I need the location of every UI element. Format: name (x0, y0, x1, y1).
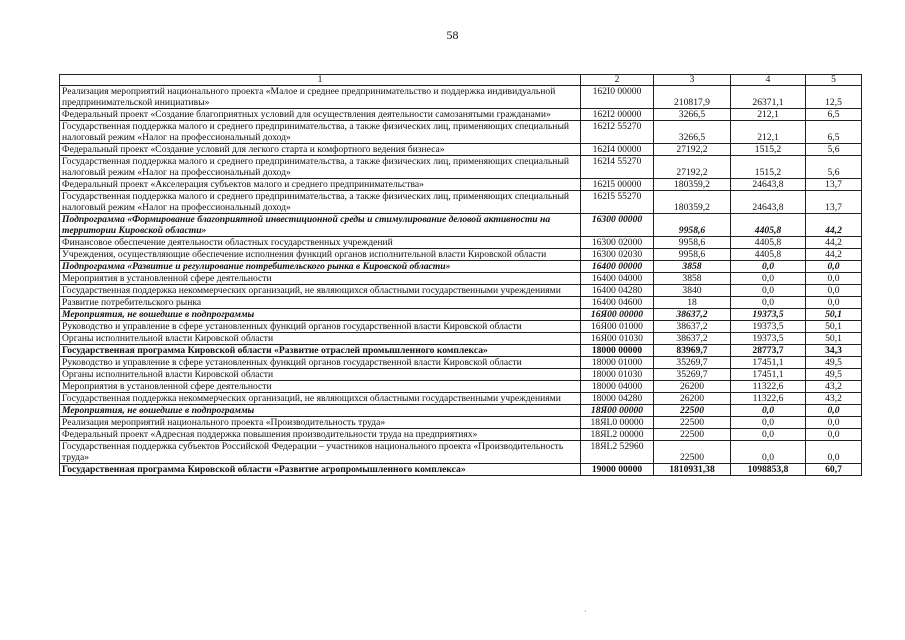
table-row (60, 357, 862, 369)
row-percent-cell: 13,7 (806, 179, 862, 191)
row-value-actual-cell: 19373,5 (731, 321, 806, 333)
row-percent-cell: 0,0 (806, 297, 862, 309)
row-percent-cell: 0,0 (806, 405, 862, 417)
row-name-cell: Федеральный проект «Создание благоприятных условий для осуществления деятельности самозанятыми гражданами» (60, 109, 581, 121)
row-name-cell: Реализация мероприятий национального проекта «Малое и среднее предпринимательство и поддержка индивидуальной предпринимательской инициативы» (60, 86, 581, 109)
row-code-cell: 162I5 55270 (581, 191, 654, 214)
column-number-row (60, 75, 862, 86)
row-code-cell: 162I5 00000 (581, 179, 654, 191)
row-value-planned-cell: 3266,5 (654, 109, 731, 121)
table-row (60, 464, 862, 476)
row-percent-cell: 0,0 (806, 285, 862, 297)
row-code-cell: 16400 04000 (581, 273, 654, 285)
table-row (60, 86, 862, 109)
row-code-cell: 18000 04280 (581, 393, 654, 405)
row-code-cell: 16300 02000 (581, 237, 654, 249)
row-value-actual-cell: 24643,8 (731, 179, 806, 191)
row-value-actual-cell: 26371,1 (731, 86, 806, 109)
column-number: 2 (581, 75, 654, 86)
table-row (60, 441, 862, 464)
row-code-cell: 16400 00000 (581, 261, 654, 273)
row-value-planned-cell: 3840 (654, 285, 731, 297)
row-code-cell: 19000 00000 (581, 464, 654, 476)
row-name-cell: Руководство и управление в сфере установленных функций органов государственной власти Кировской области (60, 357, 581, 369)
row-name-cell: Государственная поддержка субъектов Российской Федерации – участников национального проекта «Производительность труда» (60, 441, 581, 464)
table-row (60, 156, 862, 179)
row-value-actual-cell: 1515,2 (731, 144, 806, 156)
row-percent-cell: 0,0 (806, 261, 862, 273)
row-value-actual-cell: 19373,5 (731, 309, 806, 321)
row-code-cell: 162I4 00000 (581, 144, 654, 156)
column-number: 5 (806, 75, 862, 86)
row-value-planned-cell: 180359,2 (654, 179, 731, 191)
budget-table (59, 74, 862, 476)
row-value-actual-cell: 0,0 (731, 405, 806, 417)
table-row (60, 144, 862, 156)
row-code-cell: 16400 04600 (581, 297, 654, 309)
table-row (60, 179, 862, 191)
row-name-cell: Финансовое обеспечение деятельности областных государственных учреждений (60, 237, 581, 249)
row-value-actual-cell: 0,0 (731, 273, 806, 285)
table-row (60, 191, 862, 214)
row-value-actual-cell: 4405,8 (731, 249, 806, 261)
row-value-planned-cell: 3266,5 (654, 121, 731, 144)
row-percent-cell: 49,5 (806, 369, 862, 381)
budget-table-body (60, 75, 862, 476)
table-row (60, 285, 862, 297)
row-code-cell: 18000 01030 (581, 369, 654, 381)
row-code-cell: 162I2 55270 (581, 121, 654, 144)
row-percent-cell: 6,5 (806, 109, 862, 121)
row-name-cell: Федеральный проект «Акселерация субъектов малого и среднего предпринимательства» (60, 179, 581, 191)
table-row (60, 261, 862, 273)
row-value-planned-cell: 38637,2 (654, 309, 731, 321)
row-name-cell: Мероприятия в установленной сфере деятельности (60, 273, 581, 285)
row-code-cell: 16400 04280 (581, 285, 654, 297)
row-name-cell: Государственная программа Кировской области «Развитие отраслей промышленного комплекса» (60, 345, 581, 357)
row-value-planned-cell: 35269,7 (654, 369, 731, 381)
row-code-cell: 162I2 00000 (581, 109, 654, 121)
row-value-actual-cell: 0,0 (731, 261, 806, 273)
row-code-cell: 18000 00000 (581, 345, 654, 357)
row-name-cell: Государственная программа Кировской области «Развитие агропромышленного комплекса» (60, 464, 581, 476)
column-number: 3 (654, 75, 731, 86)
row-name-cell: Государственная поддержка малого и среднего предпринимательства, а также физических лиц, применяющих специальный налоговый режим «Налог на профессиональный доход» (60, 156, 581, 179)
row-percent-cell: 34,3 (806, 345, 862, 357)
row-code-cell: 16Я00 00000 (581, 309, 654, 321)
row-value-actual-cell: 11322,6 (731, 393, 806, 405)
row-code-cell: 16300 00000 (581, 214, 654, 237)
row-value-planned-cell: 22500 (654, 429, 731, 441)
row-name-cell: Федеральный проект «Адресная поддержка повышения производительности труда на предприятиях» (60, 429, 581, 441)
row-value-planned-cell: 35269,7 (654, 357, 731, 369)
table-row (60, 273, 862, 285)
row-value-actual-cell: 0,0 (731, 441, 806, 464)
row-value-actual-cell: 0,0 (731, 429, 806, 441)
row-percent-cell: 50,1 (806, 321, 862, 333)
row-name-cell: Мероприятия в установленной сфере деятельности (60, 381, 581, 393)
row-value-planned-cell: 22500 (654, 441, 731, 464)
row-value-actual-cell: 17451,1 (731, 357, 806, 369)
row-value-actual-cell: 28773,7 (731, 345, 806, 357)
table-row (60, 309, 862, 321)
row-code-cell: 18000 04000 (581, 381, 654, 393)
row-percent-cell: 0,0 (806, 429, 862, 441)
row-value-planned-cell: 210817,9 (654, 86, 731, 109)
row-code-cell: 18ЯL2 00000 (581, 429, 654, 441)
row-code-cell: 16Я00 01000 (581, 321, 654, 333)
row-value-actual-cell: 212,1 (731, 121, 806, 144)
row-code-cell: 18ЯL2 52960 (581, 441, 654, 464)
scan-speck: · (584, 607, 587, 616)
row-code-cell: 18ЯL0 00000 (581, 417, 654, 429)
row-percent-cell: 60,7 (806, 464, 862, 476)
row-value-actual-cell: 17451,1 (731, 369, 806, 381)
row-value-actual-cell: 11322,6 (731, 381, 806, 393)
row-value-planned-cell: 27192,2 (654, 144, 731, 156)
page-number: 58 (446, 28, 459, 42)
row-percent-cell: 12,5 (806, 86, 862, 109)
column-number: 4 (731, 75, 806, 86)
row-value-actual-cell: 212,1 (731, 109, 806, 121)
row-percent-cell: 5,6 (806, 144, 862, 156)
row-name-cell: Реализация мероприятий национального проекта «Производительность труда» (60, 417, 581, 429)
row-code-cell: 18Я00 00000 (581, 405, 654, 417)
row-value-planned-cell: 83969,7 (654, 345, 731, 357)
table-row (60, 393, 862, 405)
row-percent-cell: 49,5 (806, 357, 862, 369)
row-name-cell: Мероприятия, не вошедшие в подпрограммы (60, 309, 581, 321)
table-row (60, 381, 862, 393)
row-value-planned-cell: 26200 (654, 393, 731, 405)
row-value-planned-cell: 22500 (654, 405, 731, 417)
row-name-cell: Развитие потребительского рынка (60, 297, 581, 309)
row-name-cell: Подпрограмма «Развитие и регулирование потребительского рынка в Кировской области» (60, 261, 581, 273)
row-name-cell: Государственная поддержка малого и среднего предпринимательства, а также физических лиц, применяющих специальный налоговый режим «Налог на профессиональный доход» (60, 121, 581, 144)
row-percent-cell: 0,0 (806, 417, 862, 429)
row-value-planned-cell: 1810931,38 (654, 464, 731, 476)
row-code-cell: 16Я00 01030 (581, 333, 654, 345)
row-percent-cell: 43,2 (806, 393, 862, 405)
row-value-planned-cell: 3858 (654, 261, 731, 273)
row-value-actual-cell: 1515,2 (731, 156, 806, 179)
row-name-cell: Руководство и управление в сфере установленных функций органов государственной власти Кировской области (60, 321, 581, 333)
table-row (60, 109, 862, 121)
row-code-cell: 18000 01000 (581, 357, 654, 369)
row-name-cell: Государственная поддержка некоммерческих организаций, не являющихся областными государственными учреждениями (60, 393, 581, 405)
row-percent-cell: 44,2 (806, 237, 862, 249)
row-code-cell: 16300 02030 (581, 249, 654, 261)
row-name-cell: Мероприятия, не вошедшие в подпрограммы (60, 405, 581, 417)
row-percent-cell: 43,2 (806, 381, 862, 393)
row-value-actual-cell: 0,0 (731, 417, 806, 429)
row-name-cell: Органы исполнительной власти Кировской области (60, 369, 581, 381)
row-name-cell: Государственная поддержка малого и среднего предпринимательства, а также физических лиц, применяющих специальный налоговый режим «Налог на профессиональный доход» (60, 191, 581, 214)
row-value-planned-cell: 38637,2 (654, 333, 731, 345)
row-value-planned-cell: 9958,6 (654, 214, 731, 237)
table-row (60, 405, 862, 417)
row-percent-cell: 5,6 (806, 156, 862, 179)
row-percent-cell: 50,1 (806, 309, 862, 321)
row-percent-cell: 0,0 (806, 273, 862, 285)
row-value-planned-cell: 18 (654, 297, 731, 309)
table-row (60, 333, 862, 345)
row-value-planned-cell: 22500 (654, 417, 731, 429)
row-value-planned-cell: 27192,2 (654, 156, 731, 179)
row-percent-cell: 6,5 (806, 121, 862, 144)
row-value-actual-cell: 4405,8 (731, 214, 806, 237)
row-value-actual-cell: 24643,8 (731, 191, 806, 214)
row-name-cell: Подпрограмма «Формирование благоприятной инвестиционной среды и стимулирование деловой активности на территории Кировской области» (60, 214, 581, 237)
row-name-cell: Учреждения, осуществляющие обеспечение исполнения функций органов исполнительной власти Кировской области (60, 249, 581, 261)
row-value-actual-cell: 1098853,8 (731, 464, 806, 476)
row-value-planned-cell: 3858 (654, 273, 731, 285)
row-value-planned-cell: 9958,6 (654, 237, 731, 249)
row-value-planned-cell: 9958,6 (654, 249, 731, 261)
row-value-actual-cell: 0,0 (731, 285, 806, 297)
row-code-cell: 162I0 00000 (581, 86, 654, 109)
table-row (60, 429, 862, 441)
row-name-cell: Федеральный проект «Создание условий для легкого старта и комфортного ведения бизнеса» (60, 144, 581, 156)
row-name-cell: Государственная поддержка некоммерческих организаций, не являющихся областными государственными учреждениями (60, 285, 581, 297)
row-value-actual-cell: 4405,8 (731, 237, 806, 249)
column-number: 1 (60, 75, 581, 86)
row-code-cell: 162I4 55270 (581, 156, 654, 179)
row-value-actual-cell: 19373,5 (731, 333, 806, 345)
table-row (60, 369, 862, 381)
row-percent-cell: 44,2 (806, 214, 862, 237)
row-value-actual-cell: 0,0 (731, 297, 806, 309)
table-row (60, 249, 862, 261)
table-row (60, 321, 862, 333)
table-row (60, 345, 862, 357)
row-percent-cell: 13,7 (806, 191, 862, 214)
table-row (60, 121, 862, 144)
row-percent-cell: 0,0 (806, 441, 862, 464)
row-value-planned-cell: 180359,2 (654, 191, 731, 214)
row-percent-cell: 50,1 (806, 333, 862, 345)
row-value-planned-cell: 26200 (654, 381, 731, 393)
row-name-cell: Органы исполнительной власти Кировской области (60, 333, 581, 345)
row-percent-cell: 44,2 (806, 249, 862, 261)
table-row (60, 214, 862, 237)
table-row (60, 237, 862, 249)
row-value-planned-cell: 38637,2 (654, 321, 731, 333)
table-row (60, 417, 862, 429)
table-row (60, 297, 862, 309)
